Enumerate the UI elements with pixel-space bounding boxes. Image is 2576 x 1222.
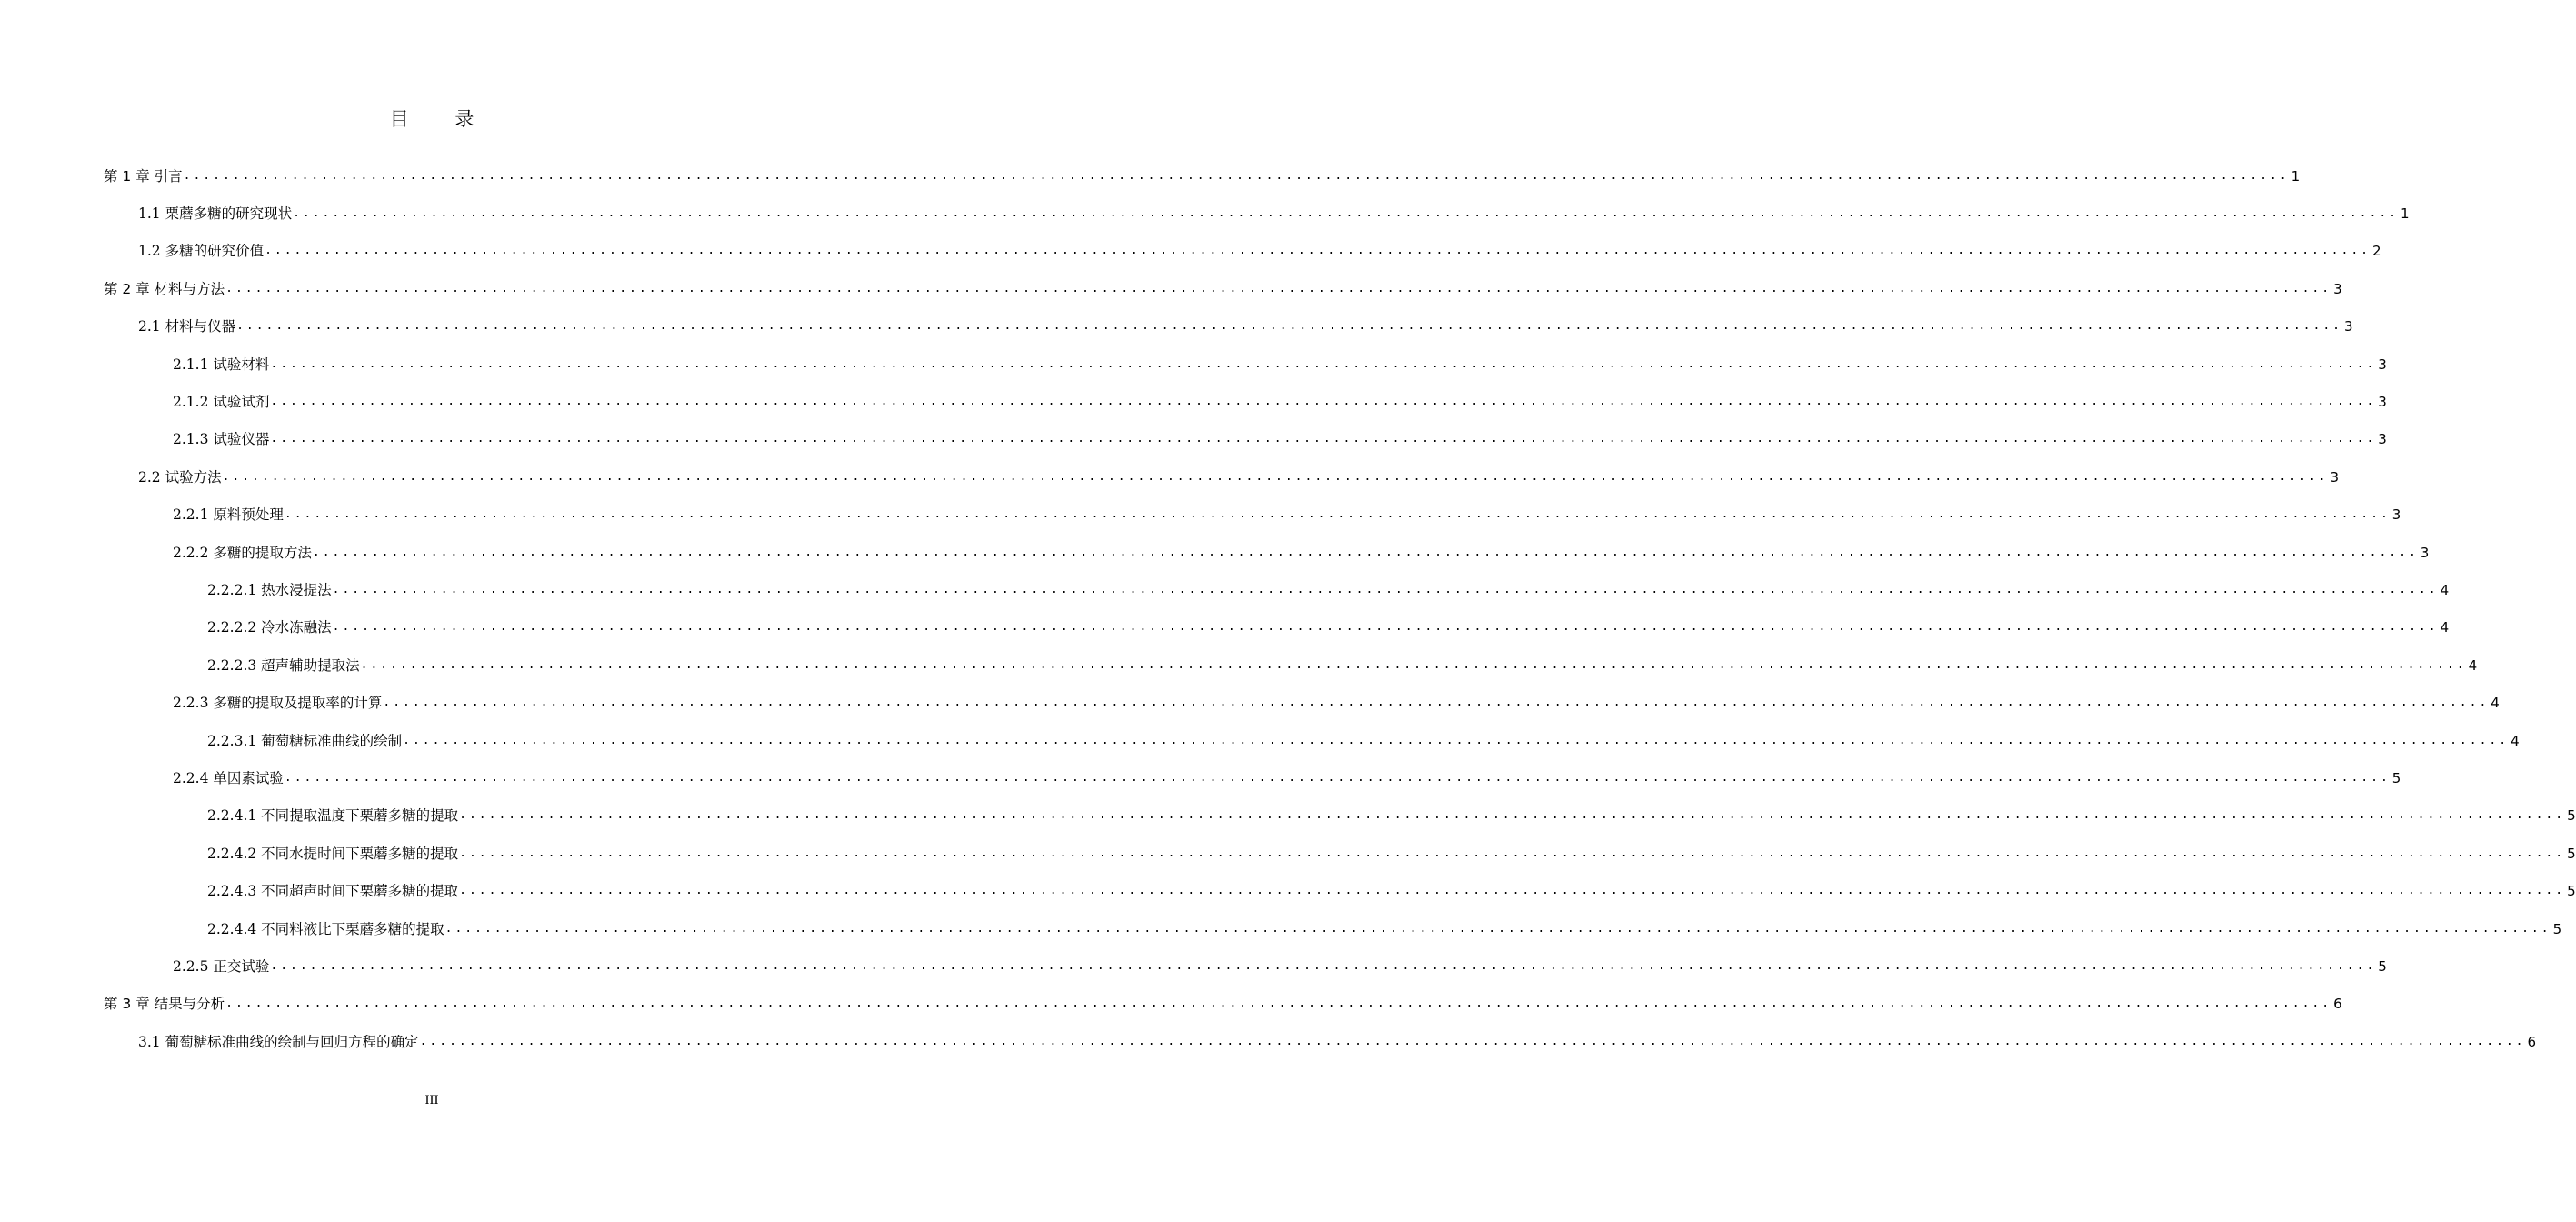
toc-page-number: 3 [2378, 356, 2387, 373]
toc-entry-title: 2.2.4.3 不同超声时间下栗蘑多糖的提取 [207, 883, 459, 900]
toc-page-number: 3 [2391, 506, 2401, 524]
toc-leader-dots: ...................................................................................................................................................................................................................... [312, 545, 2419, 559]
toc-page-number: 5 [2552, 920, 2562, 937]
toc-entry-2-2-2[interactable] [0, 534, 2430, 571]
toc-entry-title: 2.2.4 单因素试验 [173, 769, 284, 786]
toc-entry-title: 3.1 葡萄糖标准曲线的绘制与回归方程的确定 [138, 1033, 419, 1050]
toc-entry-title: 1.1 栗蘑多糖的研究现状 [138, 205, 293, 223]
toc-entry-title: 2.2 试验方法 [138, 468, 222, 486]
toc-leader-dots: ...................................................................................................................................................................................................................... [270, 395, 2377, 409]
toc-entry-title: 2.2.4.1 不同提取温度下栗蘑多糖的提取 [207, 807, 459, 825]
toc-leader-dots: ...................................................................................................................................................................................................................... [444, 921, 2551, 936]
toc-entry-title: 2.2.3.1 葡萄糖标准曲线的绘制 [207, 732, 403, 749]
toc-page-number: 5 [2567, 883, 2576, 900]
toc-entry-title: 第 2 章 材料与方法 [104, 280, 225, 297]
toc-entry-title: 2.2.1 原料预处理 [173, 506, 284, 524]
toc-entry-title: 2.1 材料与仪器 [138, 318, 236, 336]
toc-page-number: 4 [2511, 732, 2520, 749]
toc-page-number: 6 [2527, 1033, 2537, 1050]
toc-page-number: 4 [2468, 656, 2478, 674]
toc-leader-dots: ...................................................................................................................................................................................................................... [265, 244, 2371, 258]
toc-entry-1-2[interactable] [0, 233, 2381, 270]
toc-page-number: 1 [2291, 167, 2301, 185]
toc-entry-title: 2.2.4.2 不同水提时间下栗蘑多糖的提取 [207, 845, 459, 862]
toc-page-number: 1 [2400, 205, 2410, 223]
toc-page-number: 4 [2440, 581, 2450, 598]
toc-leader-dots: ...................................................................................................................................................................................................................... [419, 1034, 2526, 1048]
toc-entry-chapter-2[interactable] [0, 270, 2342, 307]
toc-leader-dots: ...................................................................................................................................................................................................................... [270, 958, 2377, 973]
toc-entry-2-2-4-3[interactable] [0, 872, 2576, 909]
toc-entry-chapter-1[interactable] [0, 157, 2301, 195]
toc-page-number: 3 [2378, 431, 2387, 448]
toc-page-number: 3 [2343, 318, 2353, 336]
toc-entry-title: 2.1.3 试验仪器 [173, 431, 270, 448]
toc-leader-dots: ...................................................................................................................................................................................................................... [183, 168, 2290, 183]
toc-entry-title: 2.2.2.3 超声辅助提取法 [207, 656, 360, 674]
toc-entry-title: 第 3 章 结果与分析 [104, 996, 225, 1013]
toc-entry-2-2-4-2[interactable] [0, 835, 2576, 872]
toc-entry-chapter-3[interactable] [0, 986, 2342, 1023]
toc-entry-2-1[interactable] [0, 308, 2353, 346]
toc-leader-dots: ...................................................................................................................................................................................................................... [459, 808, 2566, 823]
toc-leader-dots: ...................................................................................................................................................................................................................... [293, 206, 2399, 221]
toc-entry-title: 2.2.2.1 热水浸提法 [207, 581, 332, 598]
toc-entry-2-1-1[interactable] [0, 346, 2387, 383]
toc-leader-dots: ...................................................................................................................................................................................................................... [360, 657, 2467, 672]
toc-page-number: 2 [2371, 243, 2381, 260]
toc-leader-dots: ...................................................................................................................................................................................................................... [222, 469, 2329, 484]
toc-entry-title: 第 1 章 引言 [104, 167, 183, 185]
toc-entry-title: 2.2.3 多糖的提取及提取率的计算 [173, 695, 383, 712]
toc-page-number: 4 [2440, 619, 2450, 636]
toc-entry-2-2-2-1[interactable] [0, 571, 2450, 608]
toc-leader-dots: ...................................................................................................................................................................................................................... [284, 770, 2391, 785]
toc-leader-dots: ...................................................................................................................................................................................................................... [383, 696, 2490, 710]
toc-leader-dots: ...................................................................................................................................................................................................................... [403, 733, 2510, 747]
toc-page-number: 6 [2333, 996, 2342, 1013]
toc-entry-2-2-2-3[interactable] [0, 646, 2478, 684]
toc-leader-dots: ...................................................................................................................................................................................................................... [236, 319, 2342, 334]
toc-entry-2-2[interactable] [0, 458, 2340, 496]
toc-leader-dots: ...................................................................................................................................................................................................................... [225, 997, 2332, 1011]
toc-leader-dots: ...................................................................................................................................................................................................................... [225, 281, 2332, 295]
toc-entry-2-2-5[interactable] [0, 947, 2387, 985]
toc-leader-dots: ...................................................................................................................................................................................................................... [459, 884, 2566, 898]
toc-entry-2-2-2-2[interactable] [0, 609, 2450, 646]
toc-page-number: 3 [2378, 394, 2387, 411]
toc-entry-2-1-3[interactable] [0, 421, 2387, 458]
toc-leader-dots: ...................................................................................................................................................................................................................... [270, 432, 2377, 446]
toc-leader-dots: ...................................................................................................................................................................................................................... [284, 507, 2391, 522]
toc-page-number: 5 [2567, 807, 2576, 825]
toc-entry-3-1[interactable] [0, 1023, 2537, 1060]
toc-entry-2-2-4-1[interactable] [0, 797, 2576, 835]
toc-entry-title: 2.2.2 多糖的提取方法 [173, 544, 312, 561]
footer-page-number: III [424, 1093, 439, 1107]
toc-entry-title: 2.2.4.4 不同料液比下栗蘑多糖的提取 [207, 920, 444, 937]
toc-entry-2-2-3[interactable] [0, 684, 2500, 721]
toc-entry-title: 2.2.5 正交试验 [173, 957, 270, 975]
toc-leader-dots: ...................................................................................................................................................................................................................... [332, 582, 2439, 596]
toc-page-number: 4 [2491, 695, 2500, 712]
toc-page-number: 5 [2391, 769, 2401, 786]
toc-entry-2-1-2[interactable] [0, 383, 2387, 420]
toc-leader-dots: ...................................................................................................................................................................................................................... [332, 620, 2439, 635]
toc-entry-title: 1.2 多糖的研究价值 [138, 243, 265, 260]
toc-entry-2-2-1[interactable] [0, 496, 2401, 534]
toc-page-number: 3 [2420, 544, 2430, 561]
toc-entry-2-2-3-1[interactable] [0, 722, 2520, 759]
page-title: 目 录 [389, 108, 494, 130]
toc-entry-2-2-4-4[interactable] [0, 910, 2562, 947]
toc-page-number: 3 [2333, 280, 2342, 297]
toc-leader-dots: ...................................................................................................................................................................................................................... [270, 356, 2377, 371]
toc-entry-title: 2.1.1 试验材料 [173, 356, 270, 373]
toc-page-number: 3 [2330, 468, 2340, 486]
toc-entry-title: 2.2.2.2 冷水冻融法 [207, 619, 332, 636]
toc-page-number: 5 [2567, 845, 2576, 862]
toc-page-number: 5 [2378, 957, 2387, 975]
toc-entry-1-1[interactable] [0, 195, 2410, 232]
toc-entry-title: 2.1.2 试验试剂 [173, 394, 270, 411]
toc-leader-dots: ...................................................................................................................................................................................................................... [459, 846, 2566, 860]
table-of-contents [0, 157, 2576, 1060]
toc-entry-2-2-4[interactable] [0, 759, 2401, 796]
